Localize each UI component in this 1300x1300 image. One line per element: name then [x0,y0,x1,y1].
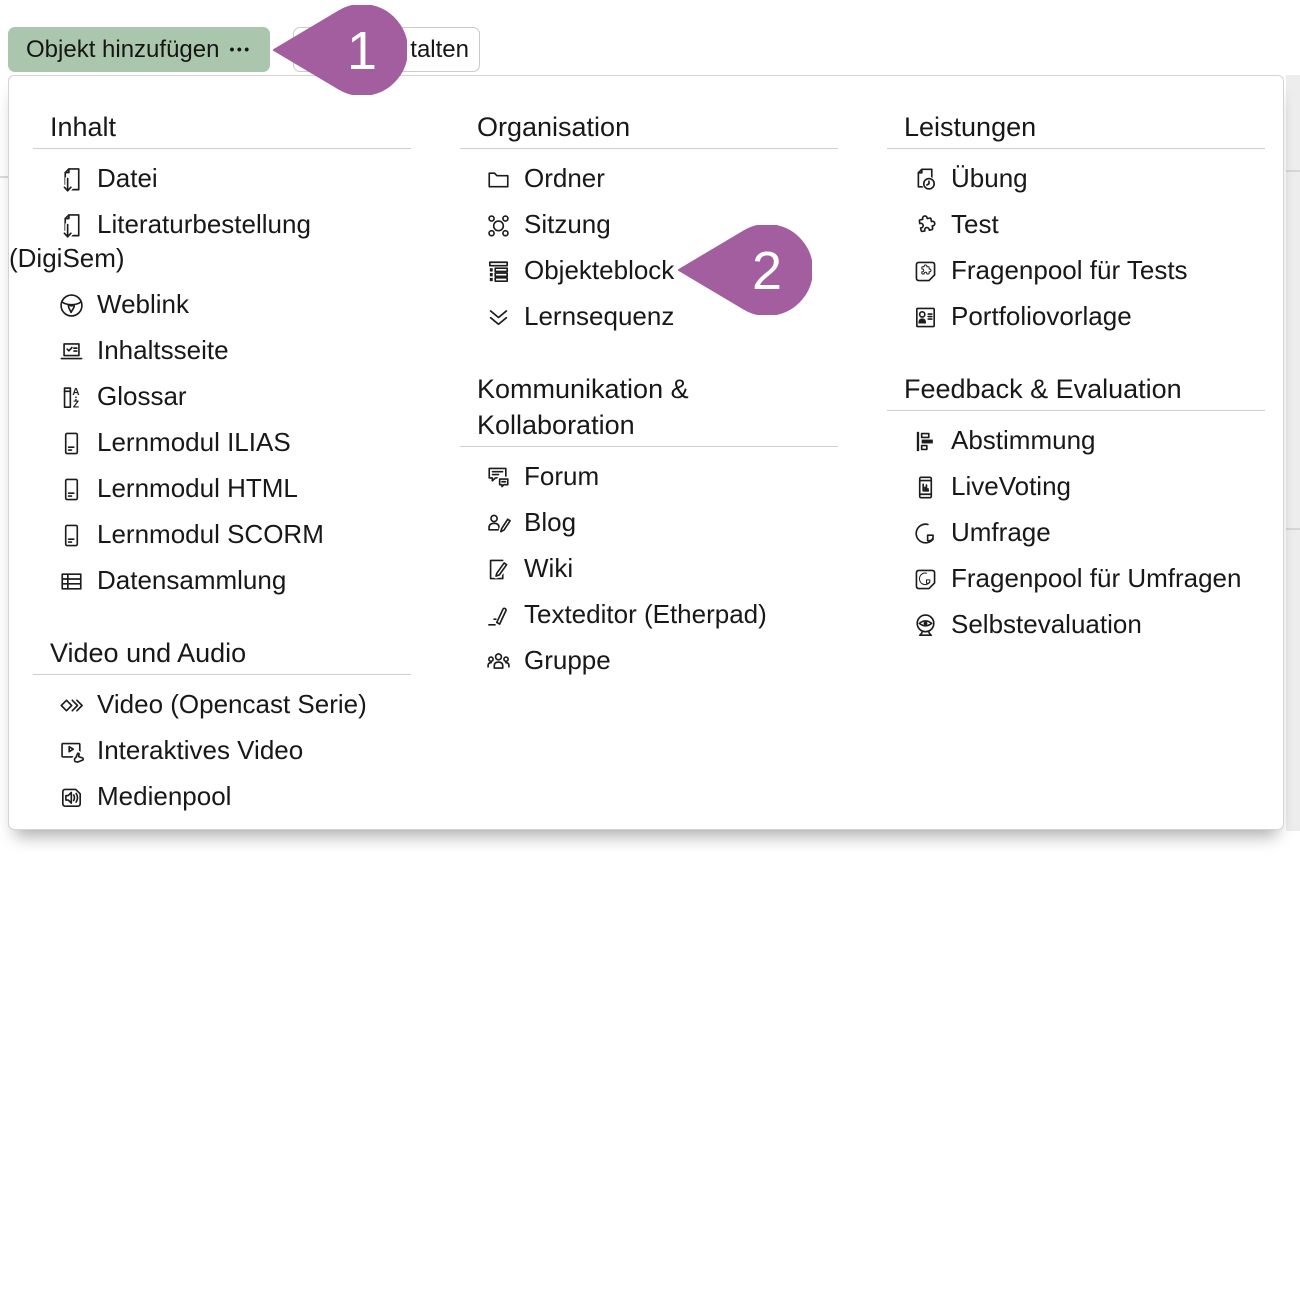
menu-item-fragenpool-fuer-tests[interactable] [863,247,1265,293]
livevoting-icon [912,474,939,501]
vote-icon [912,428,939,455]
menu-item-lernmodul-html[interactable] [9,465,411,511]
annotation-pin-2-number: 2 [751,241,783,301]
menu-item-label: Weblink [97,289,190,319]
svg-text:Z: Z [72,399,80,411]
menu-section-video-und-audio [33,635,411,819]
menu-section-feedback-evaluation [887,371,1265,647]
menu-item-label: Abstimmung [951,425,1096,455]
background-divider [1286,170,1300,172]
menu-item-label: Wiki [524,553,574,583]
menu-item-label: Umfrage [951,517,1051,547]
learning-module-icon [58,522,85,549]
menu-item-fragenpool-fuer-umfragen[interactable] [863,555,1265,601]
menu-item-label: Ordner [524,163,605,193]
menu-item-umfrage[interactable] [863,509,1265,555]
opencast-video-icon [58,692,85,719]
section-divider [33,674,411,675]
menu-item-label: Fragenpool für Umfragen [951,563,1242,593]
section-title: Organisation [477,112,631,142]
etherpad-icon [485,602,512,629]
menu-item-inhaltsseite[interactable] [9,327,411,373]
puzzle-icon [912,212,939,239]
menu-item-label: Lernmodul HTML [97,473,298,503]
menu-item-label: Sitzung [524,209,611,239]
menu-item-glossar[interactable] [9,373,411,419]
folder-icon [485,166,512,193]
svg-text:A: A [72,386,80,398]
file-download-icon [58,212,85,239]
menu-item-label: Test [951,209,999,239]
menu-item-label: Fragenpool für Tests [951,255,1188,285]
menu-item-label: Datei [97,163,158,193]
menu-section-kommunikation-kollaboration [460,371,838,683]
section-title: Inhalt [50,112,117,142]
menu-item-ordner[interactable] [436,155,838,201]
menu-item-blog[interactable] [436,499,838,545]
file-download-icon [58,166,85,193]
menu-item-label: Forum [524,461,600,491]
section-divider [460,148,838,149]
interactive-video-icon [58,738,85,765]
learning-module-icon [58,430,85,457]
section-items [9,155,411,603]
section-items [887,155,1265,339]
menu-item-datensammlung[interactable] [9,557,411,603]
menu-item-abstimmung[interactable] [863,417,1265,463]
group-icon [485,648,512,675]
menu-item-interaktives-video[interactable] [9,727,411,773]
session-icon [485,212,512,239]
menu-column-2 [460,109,838,829]
menu-item-label: Medienpool [97,781,232,811]
section-items [887,417,1265,647]
menu-item-literaturbestellung-digisem[interactable] [9,201,411,281]
content-page-icon [58,338,85,365]
menu-section-leistungen [887,109,1265,339]
learning-module-icon [58,476,85,503]
self-evaluation-icon [912,612,939,639]
menu-item-video-opencast-serie[interactable] [9,681,411,727]
learning-sequence-icon [485,304,512,331]
menu-item-label: Blog [524,507,577,537]
section-divider [33,148,411,149]
menu-section-inhalt [9,109,411,603]
globe-icon [58,292,85,319]
menu-item-portfoliovorlage[interactable] [863,293,1265,339]
annotation-pin-1 [273,5,407,95]
menu-item-test[interactable] [863,201,1265,247]
ellipsis-icon: ••• [229,40,252,57]
menu-item-label: Video (Opencast Serie) [97,689,367,719]
data-table-icon [58,568,85,595]
menu-item-label: Objekteblock [524,255,675,285]
portfolio-template-icon [912,304,939,331]
menu-item-wiki[interactable] [436,545,838,591]
wiki-icon [485,556,512,583]
mediapool-icon [58,784,85,811]
menu-item-weblink[interactable] [9,281,411,327]
menu-column-3 [887,109,1265,829]
menu-item-lernmodul-scorm[interactable] [9,511,411,557]
background-strip-right [1286,75,1300,831]
menu-item-texteditor-etherpad[interactable] [436,591,838,637]
add-object-dropdown [8,75,1284,830]
menu-column-1 [9,109,411,829]
menu-item-medienpool[interactable] [9,773,411,819]
survey-icon [912,520,939,547]
menu-item-label: LiveVoting [951,471,1071,501]
menu-item-label: Interaktives Video [97,735,304,765]
menu-item-gruppe[interactable] [436,637,838,683]
menu-item-label: Übung [951,163,1028,193]
menu-item-label: Lernsequenz [524,301,675,331]
menu-item-label: Gruppe [524,645,611,675]
menu-item-label: Selbstevaluation [951,609,1142,639]
section-title: Feedback & Evaluation [904,374,1182,404]
section-divider [460,446,838,447]
question-pool-survey-icon [912,566,939,593]
object-block-icon [485,258,512,285]
section-title: Leistungen [904,112,1037,142]
section-divider [887,148,1265,149]
menu-item-label: Datensammlung [97,565,287,595]
menu-item-label: Inhaltsseite [97,335,229,365]
annotation-pin-1-number: 1 [346,21,378,81]
dropdown-columns [9,76,1283,829]
section-divider [887,410,1265,411]
menu-item-datei[interactable] [9,155,411,201]
section-title: Kommunikation & Kollaboration [477,374,689,440]
exercise-icon [912,166,939,193]
menu-item-lernmodul-ilias[interactable] [9,419,411,465]
section-items [33,681,411,819]
glossary-icon [58,384,85,411]
menu-item-uebung[interactable] [863,155,1265,201]
menu-item-label: Literaturbestellung (DigiSem) [9,209,311,273]
page-design-label: talten [410,35,469,63]
background-divider [1286,528,1300,530]
annotation-pin-2 [678,225,812,315]
blog-icon [485,510,512,537]
menu-item-label: Glossar [97,381,187,411]
menu-item-livevoting[interactable] [863,463,1265,509]
menu-item-label: Portfoliovorlage [951,301,1132,331]
menu-item-selbstevaluation[interactable] [863,601,1265,647]
forum-icon [485,464,512,491]
menu-item-label: Texteditor (Etherpad) [524,599,767,629]
add-object-label: Objekt hinzufügen [26,35,220,63]
background-divider-left [0,176,8,178]
menu-item-label: Lernmodul SCORM [97,519,324,549]
section-title: Video und Audio [50,638,247,668]
menu-item-label: Lernmodul ILIAS [97,427,291,457]
section-items [460,453,838,683]
menu-item-forum[interactable] [436,453,838,499]
question-pool-test-icon [912,258,939,285]
add-object-button[interactable] [8,27,270,72]
